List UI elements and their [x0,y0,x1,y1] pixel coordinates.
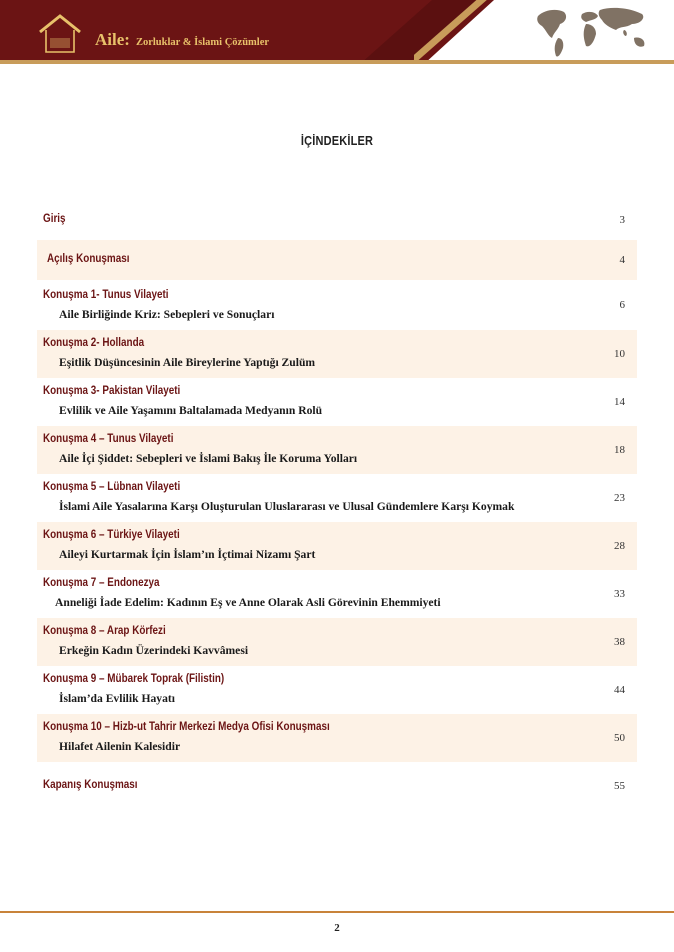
toc-entry-subtitle: İslam’da Evlilik Hayatı [59,692,175,705]
banner-gold-edge [0,60,674,64]
toc-entry-konusma-5[interactable] [37,474,637,522]
toc-entry-page: 38 [614,636,625,648]
toc-entry-konusma-1[interactable] [37,280,637,330]
toc-entry-page: 10 [614,348,625,360]
footer-divider [0,911,674,913]
toc-list [37,200,637,808]
toc-entry-konusma-7[interactable] [37,570,637,618]
toc-entry-heading: Konuşma 7 – Endonezya [43,577,160,589]
toc-entry-heading: Konuşma 1- Tunus Vilayeti [43,289,169,301]
toc-entry-subtitle: Eşitlik Düşüncesinin Aile Bireylerine Yaptığı Zulüm [59,356,316,369]
toc-entry-page: 55 [614,780,625,792]
toc-title: İÇİNDEKİLER [300,134,374,148]
toc-entry-konusma-8[interactable] [37,618,637,666]
brand-title [95,30,269,50]
toc-entry-heading: Konuşma 8 – Arap Körfezi [43,625,166,637]
toc-entry-konusma-2[interactable] [37,330,637,378]
toc-entry-heading: Konuşma 3- Pakistan Vilayeti [43,385,181,397]
toc-entry-page: 4 [619,254,625,266]
toc-entry-kapanis[interactable] [37,762,637,808]
page-number: 2 [334,922,340,934]
toc-entry-heading: Giriş [43,213,66,225]
toc-entry-page: 50 [614,732,625,744]
toc-entry-heading: Konuşma 2- Hollanda [43,337,145,349]
toc-entry-subtitle: İslami Aile Yasalarına Karşı Oluşturulan Uluslararası ve Ulusal Gündemlere Karşı Koymak [59,500,515,513]
toc-entry-heading: Konuşma 9 – Mübarek Toprak (Filistin) [43,673,225,685]
toc-entry-subtitle: Anneliği İade Edelim: Kadının Eş ve Anne Olarak Asli Görevinin Ehemmiyeti [55,596,441,609]
toc-entry-heading: Konuşma 5 – Lübnan Vilayeti [43,481,181,493]
toc-entry-subtitle: Hilafet Ailenin Kalesidir [59,740,181,753]
world-map-icon [530,2,660,60]
toc-entry-page: 44 [614,684,625,696]
toc-entry-page: 18 [614,444,625,456]
house-logo-icon [36,12,84,56]
toc-entry-heading: Konuşma 6 – Türkiye Vilayeti [43,529,180,541]
toc-entry-konusma-3[interactable] [37,378,637,426]
toc-entry-heading: Konuşma 10 – Hizb-ut Tahrir Merkezi Medya Ofisi Konuşması [43,721,330,733]
toc-entry-giris[interactable] [37,200,637,240]
toc-entry-konusma-6[interactable] [37,522,637,570]
toc-entry-acilis[interactable] [37,240,637,280]
brand-main-text: Aile: [95,30,130,49]
header-banner [0,0,674,64]
toc-entry-konusma-4[interactable] [37,426,637,474]
toc-entry-konusma-10[interactable] [37,714,637,762]
toc-entry-konusma-9[interactable] [37,666,637,714]
toc-entry-subtitle: Aileyi Kurtarmak İçin İslam’ın İçtimai Nizamı Şart [59,548,316,561]
toc-entry-heading: Açılış Konuşması [47,253,130,265]
toc-entry-page: 6 [619,299,625,311]
toc-entry-page: 28 [614,540,625,552]
toc-entry-subtitle: Aile Birliğinde Kriz: Sebepleri ve Sonuçları [59,308,275,321]
brand-sub-text: Zorluklar & İslami Çözümler [135,37,270,48]
toc-entry-page: 14 [614,396,625,408]
toc-entry-subtitle: Evlilik ve Aile Yaşamını Baltalamada Medyanın Rolü [59,404,323,417]
toc-entry-subtitle: Aile İçi Şiddet: Sebepleri ve İslami Bakış İle Koruma Yolları [59,452,358,465]
toc-entry-page: 33 [614,588,625,600]
toc-entry-heading: Kapanış Konuşması [43,779,138,791]
toc-entry-subtitle: Erkeğin Kadın Üzerindeki Kavvâmesi [59,644,249,657]
toc-entry-page: 23 [614,492,625,504]
toc-entry-heading: Konuşma 4 – Tunus Vilayeti [43,433,174,445]
toc-entry-page: 3 [619,214,625,226]
